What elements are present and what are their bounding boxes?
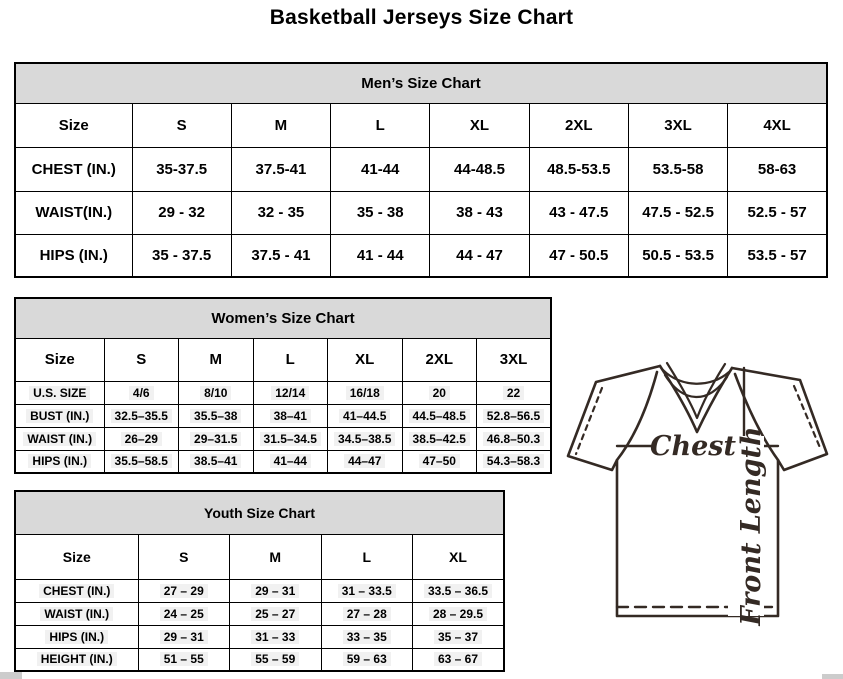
cell: 35 - 37.5 bbox=[132, 234, 231, 277]
cell: 35.5–38 bbox=[179, 404, 254, 427]
cell: 47–50 bbox=[402, 450, 477, 473]
mens-chart-title: Men’s Size Chart bbox=[15, 63, 827, 103]
cell: 38.5–42.5 bbox=[402, 427, 477, 450]
table-row bbox=[15, 234, 827, 277]
cell: 38 - 43 bbox=[430, 191, 529, 234]
table-row bbox=[15, 404, 551, 427]
cell: 20 bbox=[402, 381, 477, 404]
table-title-row bbox=[15, 491, 504, 534]
table-row bbox=[15, 381, 551, 404]
column-header: 3XL bbox=[628, 103, 727, 147]
column-header: M bbox=[230, 534, 322, 579]
front-length-label: Front Length bbox=[736, 426, 767, 626]
chest-label: Chest bbox=[650, 431, 736, 462]
cell: 28 – 29.5 bbox=[413, 602, 505, 625]
cell: 47.5 - 52.5 bbox=[628, 191, 727, 234]
cell: 58-63 bbox=[728, 147, 827, 191]
cell: 54.3–58.3 bbox=[477, 450, 552, 473]
column-header: Size bbox=[15, 534, 138, 579]
cell: 48.5-53.5 bbox=[529, 147, 628, 191]
cell: 52.8–56.5 bbox=[477, 404, 552, 427]
row-label: CHEST (IN.) bbox=[15, 147, 132, 191]
right-cuff-dashed-line bbox=[794, 386, 821, 450]
cell: 22 bbox=[477, 381, 552, 404]
column-header: XL bbox=[328, 338, 403, 381]
row-label: U.S. SIZE bbox=[15, 381, 104, 404]
cell: 34.5–38.5 bbox=[328, 427, 403, 450]
cell: 50.5 - 53.5 bbox=[628, 234, 727, 277]
header-row bbox=[15, 534, 504, 579]
cell: 16/18 bbox=[328, 381, 403, 404]
cell: 38.5–41 bbox=[179, 450, 254, 473]
column-header: XL bbox=[413, 534, 505, 579]
womens-chart-title: Women’s Size Chart bbox=[15, 298, 551, 338]
cell: 37.5-41 bbox=[231, 147, 330, 191]
cell: 33 – 35 bbox=[321, 625, 413, 648]
cell: 35 – 37 bbox=[413, 625, 505, 648]
cell: 35-37.5 bbox=[132, 147, 231, 191]
cell: 31 – 33.5 bbox=[321, 579, 413, 602]
table-row bbox=[15, 579, 504, 602]
cell: 26–29 bbox=[104, 427, 179, 450]
table-title-row bbox=[15, 298, 551, 338]
column-header: S bbox=[138, 534, 230, 579]
column-header: S bbox=[104, 338, 179, 381]
cell: 4/6 bbox=[104, 381, 179, 404]
youth-chart-title: Youth Size Chart bbox=[15, 491, 504, 534]
column-header: 4XL bbox=[728, 103, 827, 147]
row-label: HIPS (IN.) bbox=[15, 625, 138, 648]
cell: 29 - 32 bbox=[132, 191, 231, 234]
cell: 32.5–35.5 bbox=[104, 404, 179, 427]
cell: 27 – 28 bbox=[321, 602, 413, 625]
column-header: Size bbox=[15, 103, 132, 147]
cell: 41–44.5 bbox=[328, 404, 403, 427]
cell: 31.5–34.5 bbox=[253, 427, 328, 450]
womens-size-chart-table bbox=[14, 297, 552, 474]
jersey-outline bbox=[568, 366, 827, 616]
table-row bbox=[15, 648, 504, 671]
cell: 41 - 44 bbox=[331, 234, 430, 277]
table-row bbox=[15, 191, 827, 234]
header-row bbox=[15, 338, 551, 381]
bottom-right-fragment bbox=[822, 674, 843, 679]
table-row bbox=[15, 602, 504, 625]
cell: 51 – 55 bbox=[138, 648, 230, 671]
row-label: WAIST (IN.) bbox=[15, 427, 104, 450]
cell: 29–31.5 bbox=[179, 427, 254, 450]
cell: 27 – 29 bbox=[138, 579, 230, 602]
jersey-measurement-diagram bbox=[556, 360, 840, 628]
cell: 32 - 35 bbox=[231, 191, 330, 234]
cell: 31 – 33 bbox=[230, 625, 322, 648]
cell: 55 – 59 bbox=[230, 648, 322, 671]
cell: 44.5–48.5 bbox=[402, 404, 477, 427]
cell: 63 – 67 bbox=[413, 648, 505, 671]
cell: 47 - 50.5 bbox=[529, 234, 628, 277]
bottom-left-fragment bbox=[0, 672, 22, 679]
cell: 35.5–58.5 bbox=[104, 450, 179, 473]
cell: 53.5-58 bbox=[628, 147, 727, 191]
column-header: M bbox=[179, 338, 254, 381]
mens-size-chart-table bbox=[14, 62, 828, 278]
row-label: HEIGHT (IN.) bbox=[15, 648, 138, 671]
column-header: L bbox=[253, 338, 328, 381]
cell: 44-48.5 bbox=[430, 147, 529, 191]
cell: 41–44 bbox=[253, 450, 328, 473]
cell: 29 – 31 bbox=[138, 625, 230, 648]
column-header: 2XL bbox=[402, 338, 477, 381]
column-header: Size bbox=[15, 338, 104, 381]
table-row bbox=[15, 427, 551, 450]
cell: 37.5 - 41 bbox=[231, 234, 330, 277]
table-row bbox=[15, 625, 504, 648]
column-header: S bbox=[132, 103, 231, 147]
row-label: WAIST (IN.) bbox=[15, 602, 138, 625]
youth-size-chart-table bbox=[14, 490, 505, 672]
header-row bbox=[15, 103, 827, 147]
cell: 8/10 bbox=[179, 381, 254, 404]
column-header: 3XL bbox=[477, 338, 552, 381]
column-header: XL bbox=[430, 103, 529, 147]
cell: 46.8–50.3 bbox=[477, 427, 552, 450]
row-label: WAIST(IN.) bbox=[15, 191, 132, 234]
cell: 44–47 bbox=[328, 450, 403, 473]
cell: 35 - 38 bbox=[331, 191, 430, 234]
cell: 44 - 47 bbox=[430, 234, 529, 277]
table-row bbox=[15, 147, 827, 191]
cell: 52.5 - 57 bbox=[728, 191, 827, 234]
cell: 33.5 – 36.5 bbox=[413, 579, 505, 602]
column-header: 2XL bbox=[529, 103, 628, 147]
cell: 38–41 bbox=[253, 404, 328, 427]
cell: 24 – 25 bbox=[138, 602, 230, 625]
row-label: CHEST (IN.) bbox=[15, 579, 138, 602]
table-title-row bbox=[15, 63, 827, 103]
column-header: L bbox=[331, 103, 430, 147]
page-title: Basketball Jerseys Size Chart bbox=[269, 6, 574, 29]
cell: 59 – 63 bbox=[321, 648, 413, 671]
table-row bbox=[15, 450, 551, 473]
cell: 12/14 bbox=[253, 381, 328, 404]
column-header: M bbox=[231, 103, 330, 147]
row-label: HIPS (IN.) bbox=[15, 234, 132, 277]
row-label: BUST (IN.) bbox=[15, 404, 104, 427]
cell: 25 – 27 bbox=[230, 602, 322, 625]
column-header: L bbox=[321, 534, 413, 579]
cell: 29 – 31 bbox=[230, 579, 322, 602]
cell: 53.5 - 57 bbox=[728, 234, 827, 277]
row-label: HIPS (IN.) bbox=[15, 450, 104, 473]
cell: 41-44 bbox=[331, 147, 430, 191]
cell: 43 - 47.5 bbox=[529, 191, 628, 234]
